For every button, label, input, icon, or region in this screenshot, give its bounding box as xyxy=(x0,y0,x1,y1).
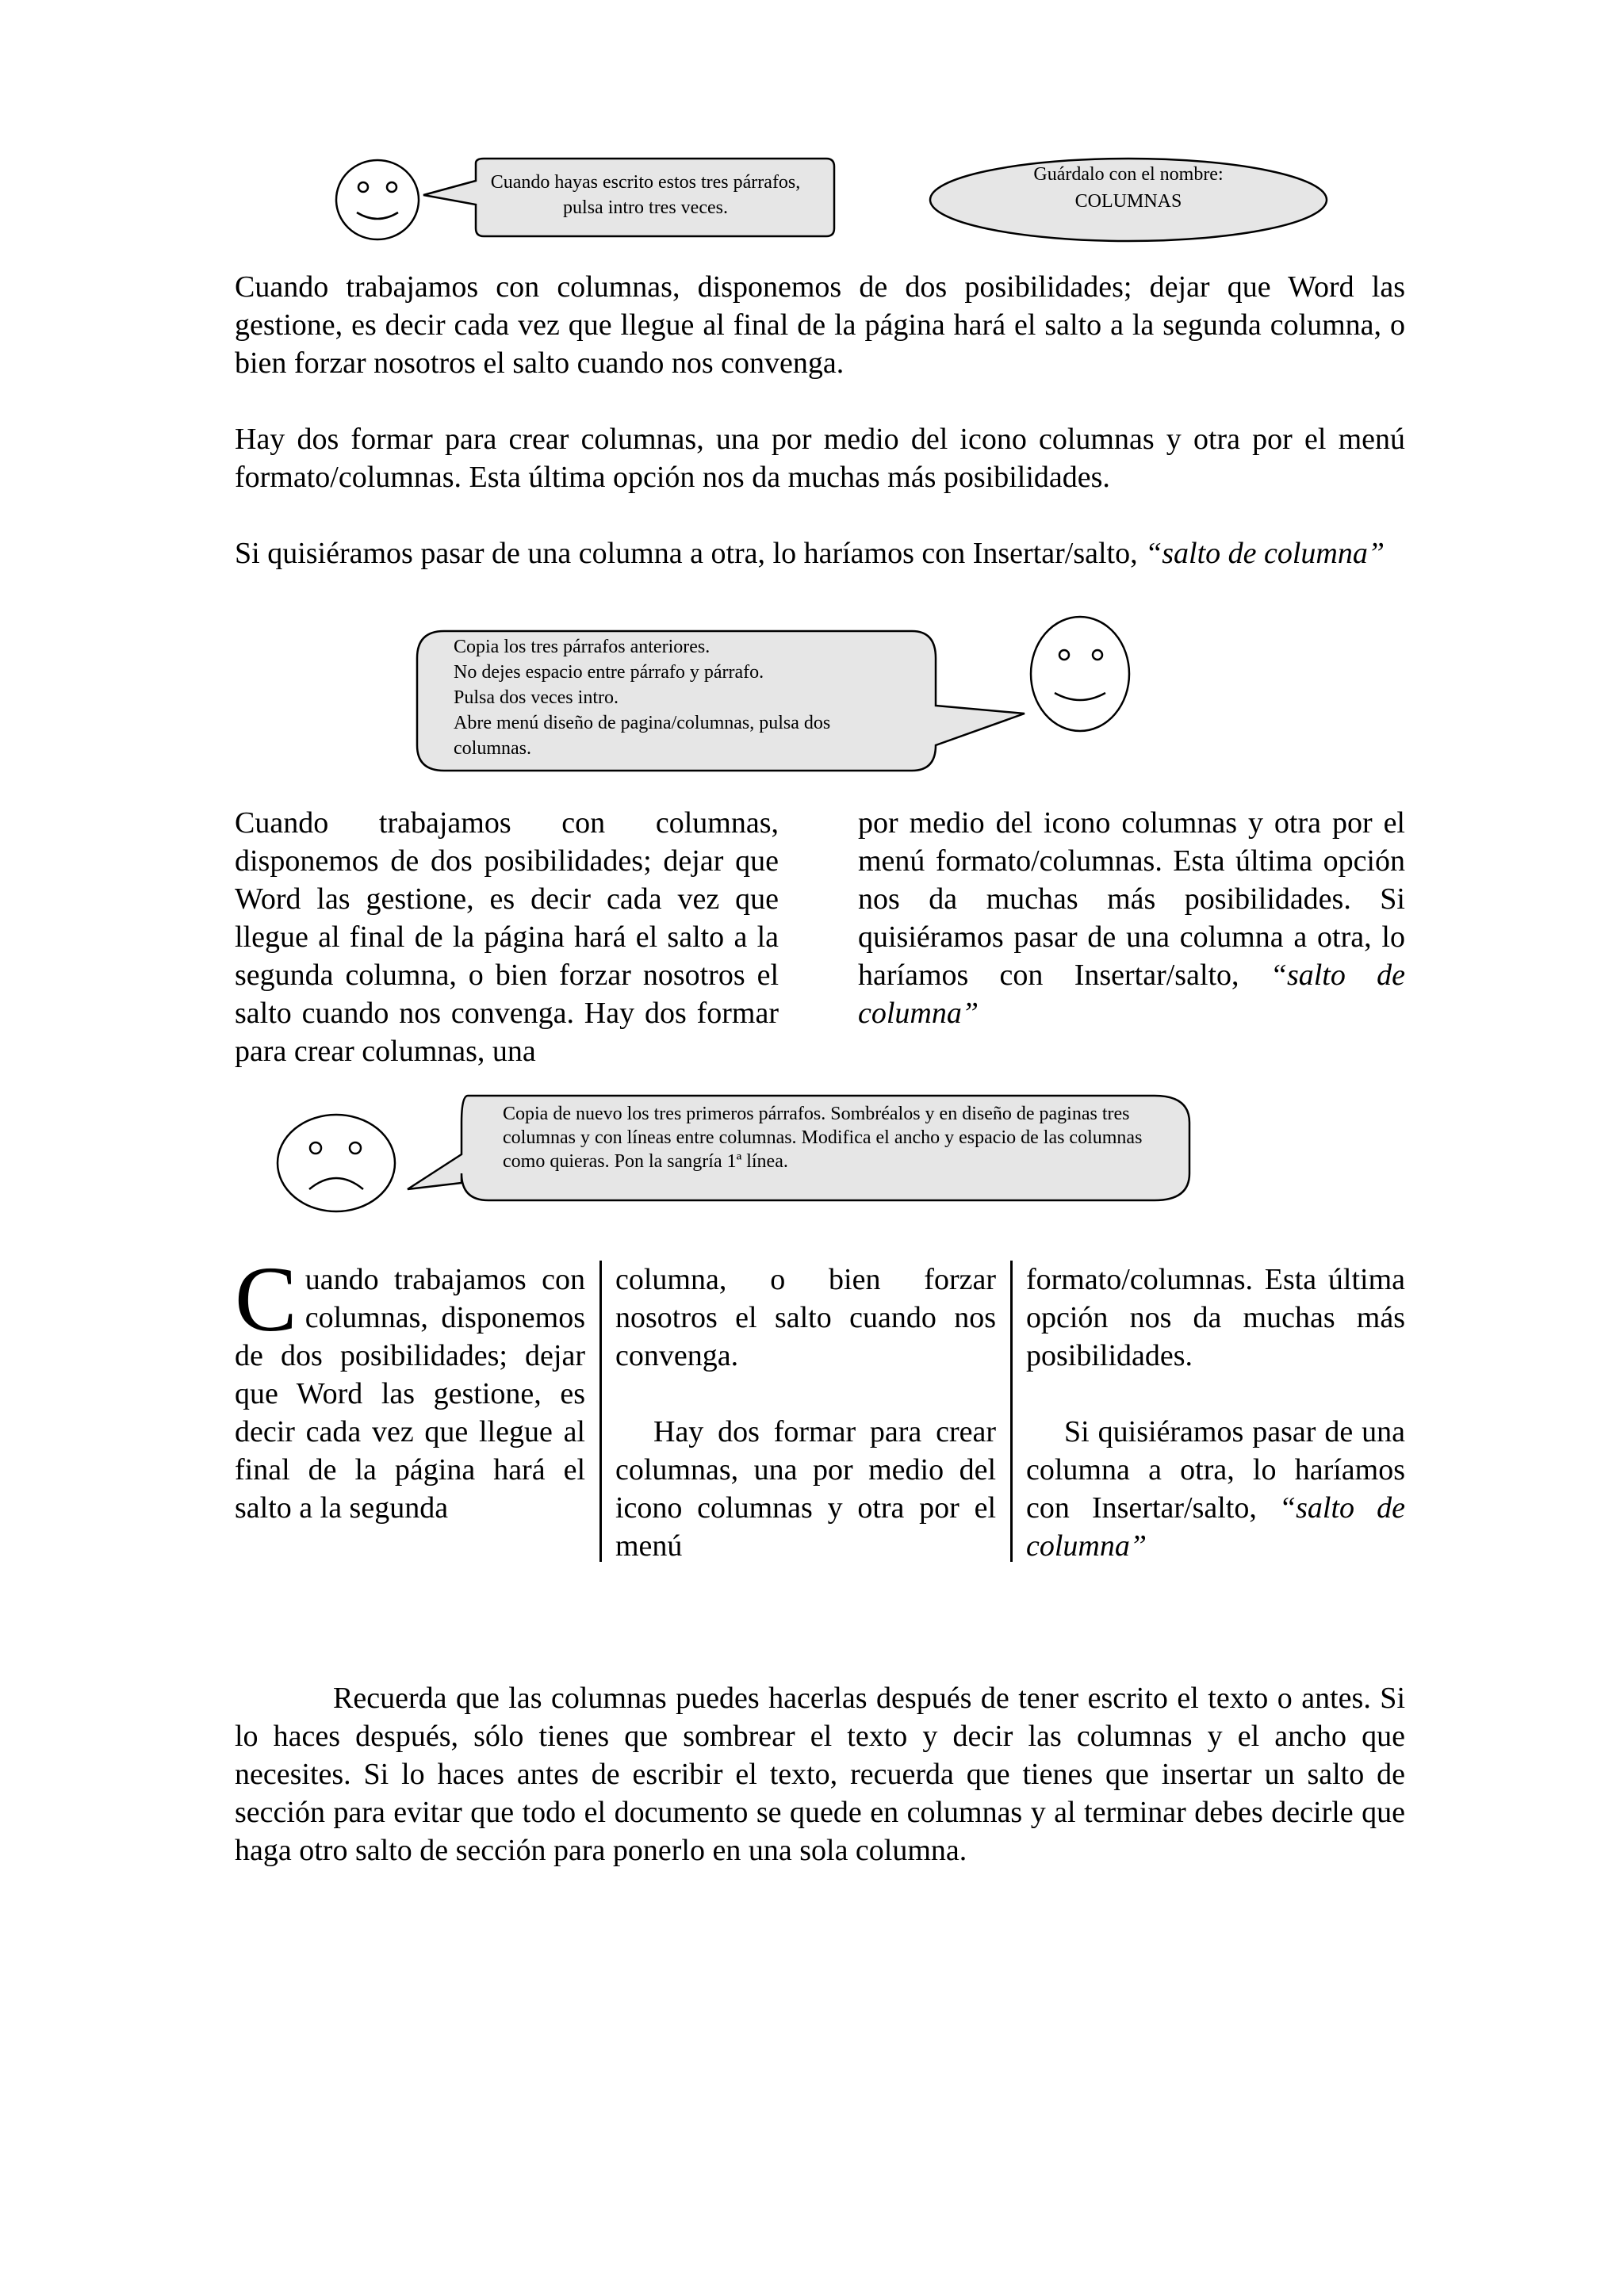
three-column-1 xyxy=(235,1247,585,1527)
column-divider-1 xyxy=(599,1261,602,1562)
three-columns-instructions: Copia de nuevo los tres primeros párrafos. Sombréalos y en diseño de paginas tres columnas y con líneas entre columnas. Modifica el ancho y espacio de las columnas como quieras. Pon la sangría 1ª línea. xyxy=(503,1104,1143,1172)
two-column-right xyxy=(858,804,1405,1032)
three-column-3-body: Si quisiéramos pasar de una columna a otra, lo haríamos con Insertar/salto, xyxy=(1026,1415,1405,1525)
three-column-2 xyxy=(615,1261,996,1565)
instructions-bubble xyxy=(454,634,898,761)
two-column-right-text xyxy=(858,804,1405,1032)
column-divider-2 xyxy=(1010,1261,1013,1562)
closing-paragraph xyxy=(235,1679,1405,1869)
instruction-line-1: Copia los tres párrafos anteriores. xyxy=(454,637,710,657)
intro-paragraph-2: Hay dos formar para crear columnas, una por medio del icono columnas y otra por el menú formato/columnas. Esta última opción nos da muchas más posibilidades. xyxy=(235,423,1405,494)
smiley-face-icon-2 xyxy=(1028,614,1132,734)
intro-paragraph-3-emphasis: “salto de columna” xyxy=(1145,537,1385,570)
instruction-line-4: Abre menú diseño de pagina/columnas, pulsa dos columnas. xyxy=(454,713,831,759)
three-column-1-body: uando trabajamos con columnas, disponemos de dos posibilidades; dejar que Word las gestione, es decir cada vez que llegue al final de la página hará el salto a la segunda xyxy=(235,1263,585,1525)
three-column-3 xyxy=(1026,1261,1405,1565)
two-column-left-text: Cuando trabajamos con columnas, disponemos de dos posibilidades; dejar que Word las gestione, es decir cada vez que llegue al final de la página hará el salto a la segunda columna, o bien forzar nosotros el salto cuando nos convenga. Hay dos formar para crear columnas, una xyxy=(235,806,779,1068)
three-column-2-text-b: Hay dos formar para crear columnas, una por medio del icono columnas y otra por el menú xyxy=(615,1415,996,1563)
closing-text: Recuerda que las columnas puedes hacerlas después de tener escrito el texto o antes. Si lo haces después, sólo tienes que sombrear el texto y decir las columnas y el ancho que necesites. Si lo haces antes de escribir el texto, recuerda que tienes que insertar un salto de sección para evitar que todo el documento se quede en columnas y al terminar debes decirle que haga otro salto de sección para ponerlo en una sola columna. xyxy=(235,1682,1405,1867)
three-column-3-text-a: formato/columnas. Esta última opción nos da muchas más posibilidades. xyxy=(1026,1263,1405,1372)
intro-text xyxy=(235,268,1405,572)
instruction-line-3: Pulsa dos veces intro. xyxy=(454,687,619,708)
intro-paragraph-1: Cuando trabajamos con columnas, disponemos de dos posibilidades; dejar que Word las gestione, es decir cada vez que llegue al final de la página hará el salto a la segunda columna, o bien forzar nosotros el salto cuando nos convenga. xyxy=(235,270,1405,380)
three-column-3-emphasis: “salto de columna” xyxy=(1026,1491,1406,1563)
sad-face-icon xyxy=(274,1112,398,1215)
smiley-face-icon xyxy=(333,157,422,243)
instruction-line-2: No dejes espacio entre párrafo y párrafo. xyxy=(454,662,764,683)
tip-bubble: Cuando hayas escrito estos tres párrafos, pulsa intro tres veces. xyxy=(490,172,801,218)
three-column-1-text xyxy=(235,1247,585,1527)
two-column-right-emphasis: “salto de columna” xyxy=(858,959,1405,1030)
two-column-right-body: por medio del icono columnas y otra por el menú formato/columnas. Esta última opción nos da muchas más posibilidades. Si quisiéramos pasar de una columna a otra, lo haríamos con Insertar/salto, xyxy=(858,806,1405,992)
three-column-2-text-a: columna, o bien forzar nosotros el salto cuando nos convenga. xyxy=(615,1263,996,1372)
intro-paragraph-3 xyxy=(235,534,1405,572)
drop-cap: C xyxy=(235,1247,297,1351)
save-label: Guárdalo con el nombre: xyxy=(1033,164,1224,185)
intro-paragraph-3-text: Si quisiéramos pasar de una columna a otra, lo haríamos con Insertar/salto, xyxy=(235,537,1138,570)
three-column-3-text-b xyxy=(1026,1413,1405,1565)
save-filename: COLUMNAS xyxy=(1074,191,1182,212)
two-column-left xyxy=(235,804,779,1070)
